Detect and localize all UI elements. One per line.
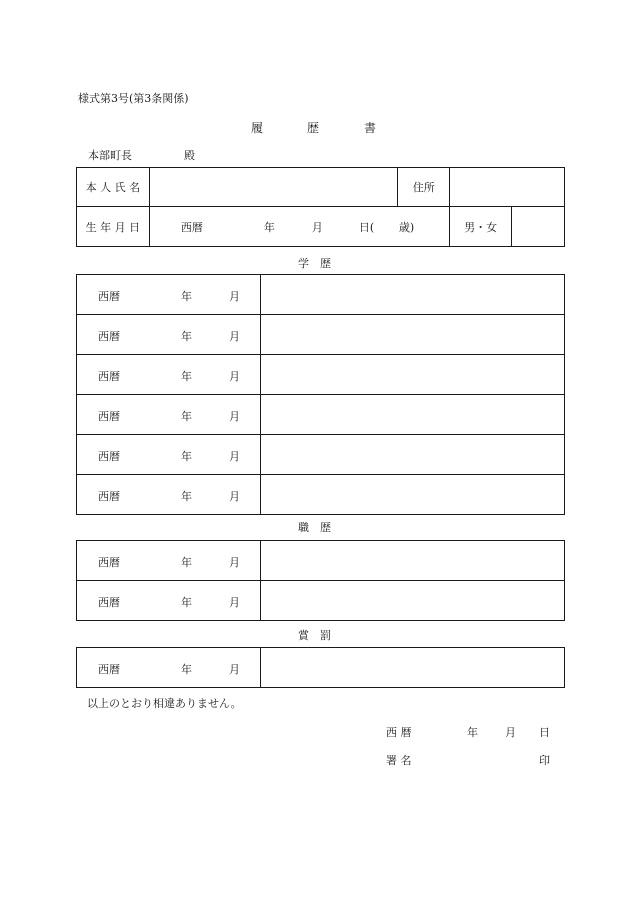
career-entry[interactable] <box>261 541 565 581</box>
awards-heading: 賞 罰 <box>298 629 331 642</box>
birth-era: 西暦 <box>180 221 203 234</box>
form-number: 様式第3号(第3条関係) <box>78 92 189 105</box>
birth-label <box>77 207 150 247</box>
career-table <box>76 540 565 621</box>
education-row <box>77 435 565 475</box>
signature-label: 署 名 <box>386 754 412 767</box>
seal-mark: 印 <box>539 754 550 767</box>
date-era: 西暦 <box>98 450 120 463</box>
personal-info-table <box>76 167 565 247</box>
date-year: 年 <box>181 290 192 303</box>
date-month: 月 <box>229 596 240 609</box>
date-month: 月 <box>229 556 240 569</box>
education-row <box>77 315 565 355</box>
date-year: 年 <box>181 370 192 383</box>
career-row <box>77 581 565 621</box>
career-heading: 職 歴 <box>298 521 331 534</box>
education-date[interactable] <box>77 435 261 475</box>
footer-date-month: 月 <box>505 726 516 739</box>
date-year: 年 <box>181 663 192 676</box>
address-field[interactable] <box>450 168 565 207</box>
sex-options: 男・女 <box>464 220 498 234</box>
date-era: 西暦 <box>98 410 120 423</box>
date-era: 西暦 <box>98 290 120 303</box>
name-label <box>77 168 150 207</box>
education-row <box>77 355 565 395</box>
name-label-text: 本 人 氏 名 <box>85 181 141 194</box>
address-label <box>398 168 450 207</box>
education-date[interactable] <box>77 355 261 395</box>
awards-row <box>77 648 565 688</box>
addressee-honorific: 殿 <box>184 149 195 162</box>
education-entry[interactable] <box>261 275 565 315</box>
date-year: 年 <box>181 410 192 423</box>
date-year: 年 <box>181 596 192 609</box>
date-era: 西暦 <box>98 370 120 383</box>
footer-date-day: 日 <box>539 726 550 739</box>
career-row <box>77 541 565 581</box>
addressee-name: 本部町長 <box>88 149 132 162</box>
birth-label-text: 生 年 月 日 <box>85 220 141 234</box>
birth-age: 歳) <box>398 221 415 234</box>
date-era: 西暦 <box>98 330 120 343</box>
date-era: 西暦 <box>98 663 120 676</box>
education-date[interactable] <box>77 275 261 315</box>
career-entry[interactable] <box>261 581 565 621</box>
signature-field[interactable] <box>430 748 530 768</box>
date-month: 月 <box>229 330 240 343</box>
education-heading: 学 歴 <box>298 257 331 270</box>
date-month: 月 <box>229 490 240 503</box>
education-date[interactable] <box>77 395 261 435</box>
title-char-1: 履 <box>251 121 264 135</box>
name-field[interactable] <box>149 168 398 207</box>
education-date[interactable] <box>77 475 261 515</box>
birth-year: 年 <box>263 221 275 234</box>
education-entry[interactable] <box>261 395 565 435</box>
date-month: 月 <box>229 290 240 303</box>
career-date[interactable] <box>77 541 261 581</box>
footer-date-year: 年 <box>467 726 478 739</box>
address-label-text: 住所 <box>412 181 435 194</box>
date-era: 西暦 <box>98 556 120 569</box>
education-row <box>77 475 565 515</box>
date-month: 月 <box>229 663 240 676</box>
education-entry[interactable] <box>261 435 565 475</box>
education-table <box>76 274 565 515</box>
footer-date-era: 西 暦 <box>386 726 412 739</box>
declaration-text: 以上のとおり相違ありません。 <box>87 697 242 710</box>
education-entry[interactable] <box>261 475 565 515</box>
birth-day: 日( <box>358 221 375 234</box>
education-date[interactable] <box>77 315 261 355</box>
date-era: 西暦 <box>98 490 120 503</box>
date-year: 年 <box>181 556 192 569</box>
education-entry[interactable] <box>261 355 565 395</box>
date-year: 年 <box>181 490 192 503</box>
education-row <box>77 395 565 435</box>
date-era: 西暦 <box>98 596 120 609</box>
awards-table <box>76 647 565 688</box>
birth-date-field[interactable] <box>149 207 449 247</box>
birth-month: 月 <box>311 221 323 234</box>
awards-date[interactable] <box>77 648 261 688</box>
date-year: 年 <box>181 450 192 463</box>
education-entry[interactable] <box>261 315 565 355</box>
title-char-3: 書 <box>364 121 377 135</box>
education-row <box>77 275 565 315</box>
date-month: 月 <box>229 450 240 463</box>
career-date[interactable] <box>77 581 261 621</box>
date-year: 年 <box>181 330 192 343</box>
awards-entry[interactable] <box>261 648 565 688</box>
date-month: 月 <box>229 410 240 423</box>
sex-field[interactable] <box>450 207 512 247</box>
title-char-2: 歴 <box>307 121 320 135</box>
date-month: 月 <box>229 370 240 383</box>
sex-blank[interactable] <box>512 207 565 247</box>
